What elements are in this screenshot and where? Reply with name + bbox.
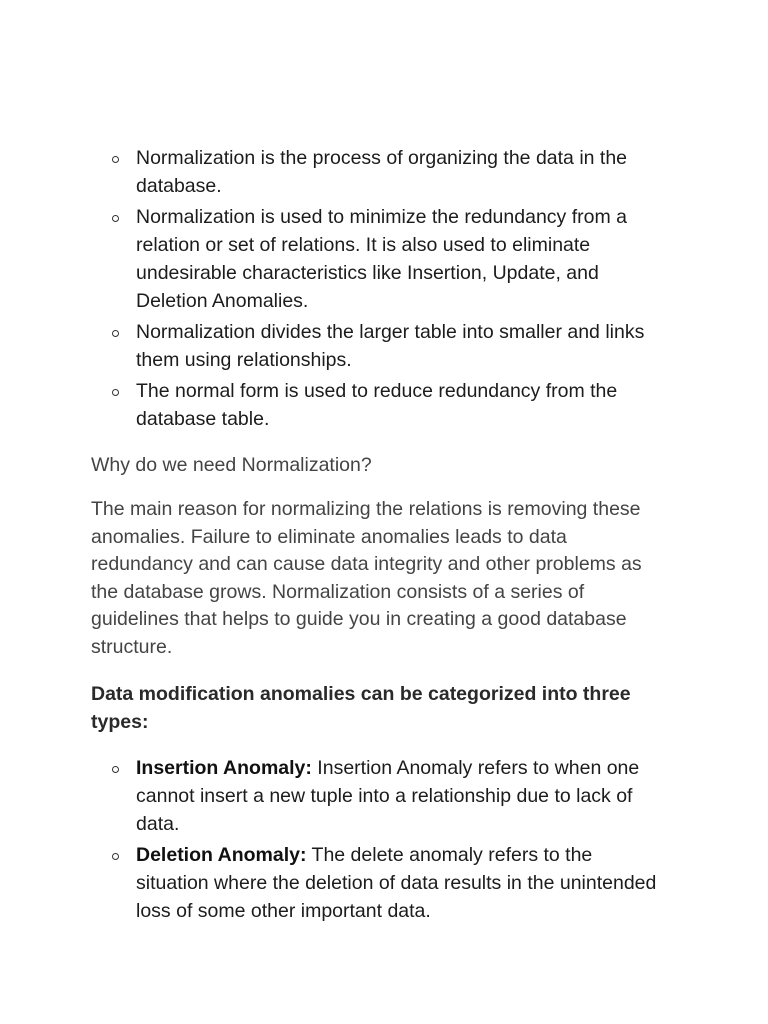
section-question: Why do we need Normalization? [91, 454, 372, 476]
circle-bullet-icon [112, 156, 119, 163]
intro-bullet-list [91, 144, 668, 433]
list-item-text: Normalization is the process of organizing the data in the database. [136, 147, 628, 197]
anomaly-bullet-list [91, 754, 668, 925]
list-item [91, 841, 668, 925]
anomaly-description: Insertion Anomaly refers to when one cannot insert a new tuple into a relationship due to lack of data. [136, 756, 640, 835]
anomaly-term: Deletion Anomaly: [136, 843, 307, 866]
list-item [91, 144, 668, 200]
list-item-text: The normal form is used to reduce redundancy from the database table. [136, 380, 618, 430]
anomalies-subheading: Data modification anomalies can be categorized into three types: [91, 682, 631, 733]
explanation-paragraph: The main reason for normalizing the relations is removing these anomalies. Failure to eliminate anomalies leads to data redundancy and can cause data integrity and other problems as the database grows. Normalization consists of a series of guidelines that helps to guide you in creating a good database structure. [91, 498, 642, 658]
circle-bullet-icon [112, 215, 119, 222]
list-item [91, 377, 668, 433]
list-item [91, 754, 668, 838]
anomaly-term: Insertion Anomaly: [136, 756, 312, 779]
circle-bullet-icon [112, 389, 119, 396]
list-item-text: Normalization is used to minimize the redundancy from a relation or set of relations. It is also used to eliminate undesirable characteristics like Insertion, Update, and Deletion Anomalies. [136, 206, 627, 312]
list-item-text: Normalization divides the larger table into smaller and links them using relationships. [136, 321, 645, 371]
list-item [91, 318, 668, 374]
circle-bullet-icon [112, 853, 119, 860]
circle-bullet-icon [112, 766, 119, 773]
list-item [91, 203, 668, 315]
circle-bullet-icon [112, 330, 119, 337]
anomaly-description: The delete anomaly refers to the situation where the deletion of data results in the unintended loss of some other important data. [136, 843, 657, 922]
